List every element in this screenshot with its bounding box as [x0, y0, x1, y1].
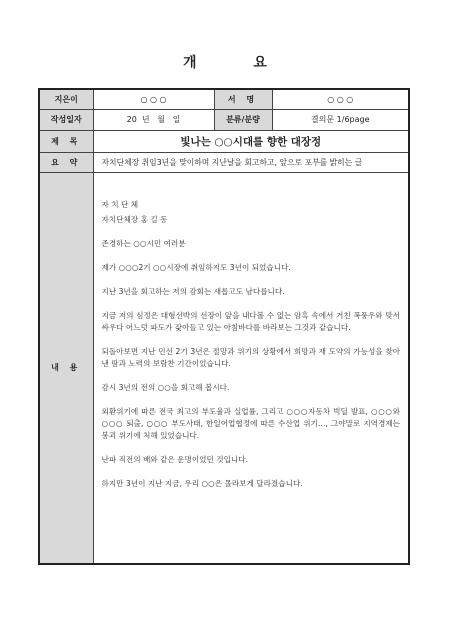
page-title: 개 요: [183, 55, 293, 71]
date-label: 작성일자: [39, 109, 93, 130]
content-line: 자치단체장 홍 길 동: [101, 214, 168, 224]
summary-value: 자치단체장 취임3년을 맞이하며 지난날을 회고하고, 앞으로 포부를 밝히는 글: [93, 152, 409, 172]
author-label: 지은이: [39, 89, 93, 109]
date-value: 20 년 월 일: [93, 109, 214, 130]
category-label: 분류/분량: [214, 109, 272, 130]
summary-form-table: [38, 88, 410, 565]
content-line: 자 치 단 체: [101, 199, 139, 209]
author-value: ○ ○ ○: [93, 89, 214, 109]
content-line: 제가 ○○○2기 ○○시장에 취임하지도 3년이 되었습니다.: [101, 262, 291, 272]
sign-label: 서 명: [214, 89, 272, 109]
content-line: 감시 3년의 전의 ○○을 회고해 봅시다.: [101, 382, 230, 392]
category-value: 결의문 1/6page: [272, 109, 409, 130]
content-line: 되돌아보면 지난 민선 2기 3년은 절망과 위기의 상황에서 희망과 재 도약의 가능성을 찾아낸 땀과 노력의 보람찬 기간이었습니다.: [101, 346, 400, 368]
subject-label: 제 목: [39, 130, 93, 152]
subject-value: 빛나는 ○○시대를 향한 대장정: [93, 130, 409, 152]
summary-label: 요 약: [39, 152, 93, 172]
content-line: 지난 3년을 회고하는 저의 감회는 새롭고도 남다릅니다.: [101, 286, 285, 296]
content-line: 난파 직전의 배와 같은 운명이었던 것입니다.: [101, 454, 249, 464]
content-line: 존경하는 ○○시민 여러분: [101, 238, 186, 248]
content-line: 외환위기에 따른 전국 최고의 부도율과 실업률, 그리고 ○○○자동차 빅딜 발표, ○○○와 ○○○ 퇴출, ○○○ 부도사태, 한일어업협정에 따른 수산업 위기…, 그야말로 지역경제는 붕괴 위기에 처해 있었습니다.: [101, 406, 400, 440]
content-line: 지금 저의 심정은 대형선박의 선장이 앞을 내다볼 수 없는 암흑 속에서 거친 폭풍우와 맞서 싸우다 어느덧 파도가 잦아들고 있는 아침바다를 바라보는 그것과 같습니다.: [101, 310, 400, 332]
sign-value: ○ ○ ○: [272, 89, 409, 109]
content-body: [93, 172, 409, 564]
content-line: 하지만 3년이 지난 지금, 우리 ○○은 몰라보게 달라졌습니다.: [101, 478, 303, 488]
content-label: 내 용: [39, 172, 93, 564]
